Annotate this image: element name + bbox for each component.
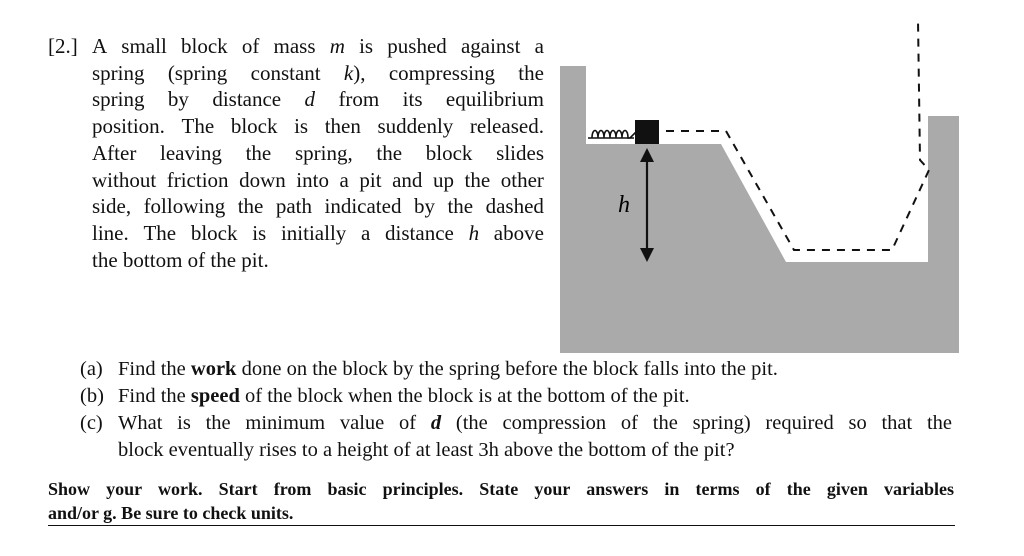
instructions-line-2: and/or g. Be sure to check units.: [48, 503, 294, 523]
height-label: h: [618, 192, 630, 218]
problem-line: line. The block is initially a distance h above: [92, 220, 544, 245]
question-item: (a) Find the work done on the block by the spring before the block falls into the pit.: [80, 358, 778, 380]
block: [635, 120, 659, 144]
spring-block-pit-figure: [556, 0, 976, 360]
question-item: (b) Find the speed of the block when the block is at the bottom of the pit.: [80, 385, 690, 407]
problem-line: the bottom of the pit.: [92, 247, 269, 272]
instructions: [48, 477, 954, 525]
problem-line: After leaving the spring, the block slides: [92, 140, 544, 165]
question-list: [80, 356, 952, 464]
problem-line: spring by distance d from its equilibrium: [92, 87, 544, 112]
problem-line: without friction down into a pit and up the other: [92, 167, 544, 192]
problem-statement: [48, 33, 544, 273]
problem-line: spring (spring constant k), compressing the: [92, 60, 544, 85]
instructions-line-1: Show your work. Start from basic principles. State your answers in terms of the given variables: [48, 479, 954, 499]
question-item: (c) What is the minimum value of d (the compression of the spring) required so that the: [80, 412, 953, 434]
problem-line: [2.] A small block of mass m is pushed against a: [48, 34, 544, 58]
question-continuation: block eventually rises to a height of at least 3h above the bottom of the pit?: [118, 439, 735, 461]
spring-icon: [588, 131, 636, 139]
problem-line: side, following the path indicated by the dashed: [92, 194, 544, 219]
problem-line: position. The block is then suddenly released.: [92, 114, 544, 139]
bottom-rule: [48, 525, 955, 526]
